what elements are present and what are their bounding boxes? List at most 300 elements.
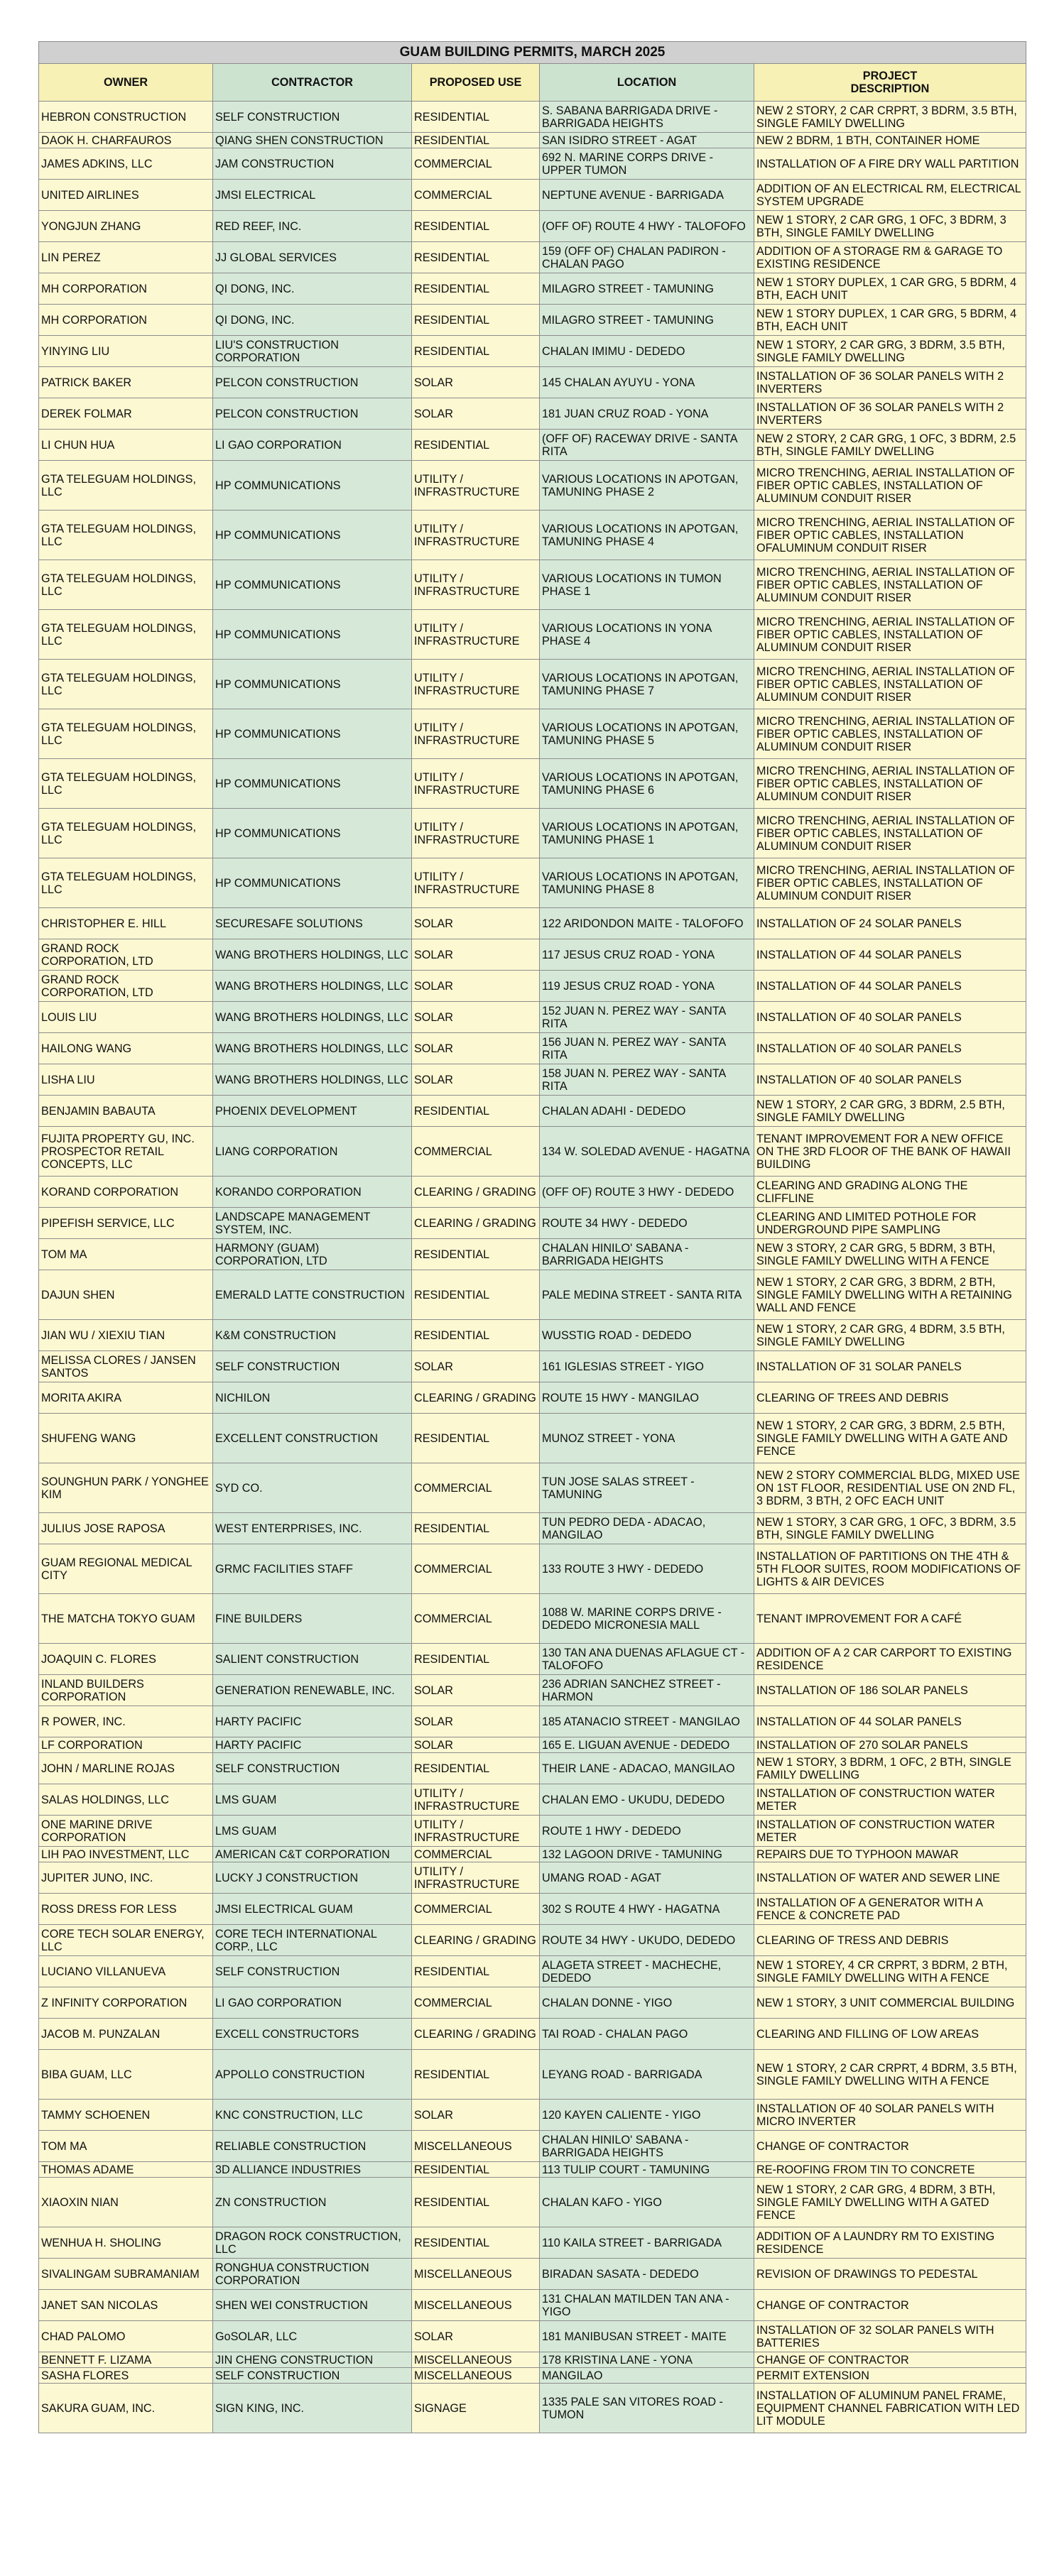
cell-location: 113 TULIP COURT - TAMUNING bbox=[540, 2162, 754, 2178]
cell-location: 181 MANIBUSAN STREET - MAITE bbox=[540, 2321, 754, 2352]
cell-proposed-use: RESIDENTIAL bbox=[412, 211, 540, 242]
table-row bbox=[39, 1351, 1026, 1382]
cell-contractor: LIANG CORPORATION bbox=[213, 1127, 412, 1177]
cell-contractor: ZN CONSTRUCTION bbox=[213, 2178, 412, 2227]
cell-proposed-use: UTILITY / INFRASTRUCTURE bbox=[412, 1862, 540, 1894]
cell-proposed-use: COMMERCIAL bbox=[412, 180, 540, 211]
table-row bbox=[39, 211, 1026, 242]
cell-location: CHALAN ADAHI - DEDEDO bbox=[540, 1096, 754, 1127]
cell-proposed-use: RESIDENTIAL bbox=[412, 1513, 540, 1544]
cell-proposed-use: UTILITY / INFRASTRUCTURE bbox=[412, 1816, 540, 1847]
cell-proposed-use: RESIDENTIAL bbox=[412, 2178, 540, 2227]
cell-contractor: JAM CONSTRUCTION bbox=[213, 148, 412, 180]
cell-project-description: REVISION OF DRAWINGS TO PEDESTAL bbox=[754, 2259, 1026, 2290]
cell-location: 692 N. MARINE CORPS DRIVE - UPPER TUMON bbox=[540, 148, 754, 180]
cell-owner: LI CHUN HUA bbox=[39, 430, 213, 461]
cell-project-description: INSTALLATION OF PARTITIONS ON THE 4TH & 5TH FLOOR SUITES, ROOM MODIFICATIONS OF LIGHTS & AIR DEVICES bbox=[754, 1544, 1026, 1594]
cell-contractor: HP COMMUNICATIONS bbox=[213, 461, 412, 511]
cell-contractor: HARTY PACIFIC bbox=[213, 1737, 412, 1753]
cell-project-description: INSTALLATION OF CONSTRUCTION WATER METER bbox=[754, 1784, 1026, 1816]
table-row bbox=[39, 610, 1026, 660]
cell-owner: BIBA GUAM, LLC bbox=[39, 2050, 213, 2100]
cell-location: MILAGRO STREET - TAMUNING bbox=[540, 273, 754, 305]
cell-project-description: INSTALLATION OF 31 SOLAR PANELS bbox=[754, 1351, 1026, 1382]
cell-proposed-use: COMMERCIAL bbox=[412, 1463, 540, 1513]
cell-location: WUSSTIG ROAD - DEDEDO bbox=[540, 1320, 754, 1351]
cell-owner: JOAQUIN C. FLORES bbox=[39, 1644, 213, 1675]
cell-project-description: INSTALLATION OF A GENERATOR WITH A FENCE & CONCRETE PAD bbox=[754, 1894, 1026, 1925]
cell-contractor: LIU'S CONSTRUCTION CORPORATION bbox=[213, 336, 412, 367]
cell-owner: CHRISTOPHER E. HILL bbox=[39, 908, 213, 939]
cell-project-description: NEW 1 STORY, 2 CAR GRG, 3 BDRM, 2.5 BTH, SINGLE FAMILY DWELLING WITH A GATE AND FENCE bbox=[754, 1414, 1026, 1463]
cell-contractor: RED REEF, INC. bbox=[213, 211, 412, 242]
cell-proposed-use: COMMERCIAL bbox=[412, 1987, 540, 2019]
cell-contractor: KNC CONSTRUCTION, LLC bbox=[213, 2100, 412, 2131]
cell-project-description: MICRO TRENCHING, AERIAL INSTALLATION OF FIBER OPTIC CABLES, INSTALLATION OFALUMINUM CONDUIT RISER bbox=[754, 511, 1026, 560]
cell-location: ROUTE 1 HWY - DEDEDO bbox=[540, 1816, 754, 1847]
cell-location: ROUTE 34 HWY - UKUDO, DEDEDO bbox=[540, 1925, 754, 1956]
cell-proposed-use: RESIDENTIAL bbox=[412, 305, 540, 336]
cell-owner: THE MATCHA TOKYO GUAM bbox=[39, 1594, 213, 1644]
cell-location: VARIOUS LOCATIONS IN APOTGAN, TAMUNING PHASE 2 bbox=[540, 461, 754, 511]
table-row bbox=[39, 1513, 1026, 1544]
permits-table bbox=[38, 41, 1026, 2433]
table-row bbox=[39, 560, 1026, 610]
cell-owner: KORAND CORPORATION bbox=[39, 1177, 213, 1208]
table-row bbox=[39, 180, 1026, 211]
table-row bbox=[39, 1784, 1026, 1816]
cell-project-description: NEW 1 STORY, 3 CAR GRG, 1 OFC, 3 BDRM, 3.5 BTH, SINGLE FAMILY DWELLING bbox=[754, 1513, 1026, 1544]
cell-proposed-use: UTILITY / INFRASTRUCTURE bbox=[412, 709, 540, 759]
cell-project-description: NEW 1 STORY DUPLEX, 1 CAR GRG, 5 BDRM, 4 BTH, EACH UNIT bbox=[754, 273, 1026, 305]
cell-location: UMANG ROAD - AGAT bbox=[540, 1862, 754, 1894]
cell-project-description: INSTALLATION OF 186 SOLAR PANELS bbox=[754, 1675, 1026, 1706]
cell-contractor: NICHILON bbox=[213, 1382, 412, 1414]
cell-proposed-use: UTILITY / INFRASTRUCTURE bbox=[412, 660, 540, 709]
cell-owner: JULIUS JOSE RAPOSA bbox=[39, 1513, 213, 1544]
cell-location: MILAGRO STREET - TAMUNING bbox=[540, 305, 754, 336]
cell-contractor: GRMC FACILITIES STAFF bbox=[213, 1544, 412, 1594]
cell-contractor: GoSOLAR, LLC bbox=[213, 2321, 412, 2352]
cell-contractor: SHEN WEI CONSTRUCTION bbox=[213, 2290, 412, 2321]
cell-project-description: NEW 1 STORY, 2 CAR GRG, 3 BDRM, 2 BTH, SINGLE FAMILY DWELLING WITH A RETAINING WALL AND FENCE bbox=[754, 1270, 1026, 1320]
cell-location: 178 KRISTINA LANE - YONA bbox=[540, 2352, 754, 2368]
table-row bbox=[39, 148, 1026, 180]
permits-sheet bbox=[38, 41, 1026, 2433]
cell-proposed-use: CLEARING / GRADING bbox=[412, 1208, 540, 1239]
table-row bbox=[39, 1239, 1026, 1270]
cell-contractor: SIGN KING, INC. bbox=[213, 2384, 412, 2433]
table-row bbox=[39, 2259, 1026, 2290]
cell-location: (OFF OF) RACEWAY DRIVE - SANTA RITA bbox=[540, 430, 754, 461]
cell-project-description: NEW 2 STORY COMMERCIAL BLDG, MIXED USE ON 1ST FLOOR, RESIDENTIAL USE ON 2ND FL, 3 BDRM, 3 BTH, 2 OFC EACH UNIT bbox=[754, 1463, 1026, 1513]
cell-contractor: GENERATION RENEWABLE, INC. bbox=[213, 1675, 412, 1706]
cell-location: 120 KAYEN CALIENTE - YIGO bbox=[540, 2100, 754, 2131]
cell-proposed-use: UTILITY / INFRASTRUCTURE bbox=[412, 759, 540, 809]
cell-project-description: MICRO TRENCHING, AERIAL INSTALLATION OF FIBER OPTIC CABLES, INSTALLATION OF ALUMINUM CONDUIT RISER bbox=[754, 858, 1026, 908]
cell-project-description: MICRO TRENCHING, AERIAL INSTALLATION OF FIBER OPTIC CABLES, INSTALLATION OF ALUMINUM CONDUIT RISER bbox=[754, 461, 1026, 511]
table-row bbox=[39, 1956, 1026, 1987]
cell-owner: PATRICK BAKER bbox=[39, 367, 213, 398]
cell-contractor: HARMONY (GUAM) CORPORATION, LTD bbox=[213, 1239, 412, 1270]
cell-owner: SAKURA GUAM, INC. bbox=[39, 2384, 213, 2433]
cell-contractor: LMS GUAM bbox=[213, 1816, 412, 1847]
table-row bbox=[39, 1753, 1026, 1784]
cell-location: 134 W. SOLEDAD AVENUE - HAGATNA bbox=[540, 1127, 754, 1177]
table-row bbox=[39, 1847, 1026, 1862]
cell-owner: SIVALINGAM SUBRAMANIAM bbox=[39, 2259, 213, 2290]
cell-location: VARIOUS LOCATIONS IN TUMON PHASE 1 bbox=[540, 560, 754, 610]
cell-project-description: INSTALLATION OF 40 SOLAR PANELS bbox=[754, 1002, 1026, 1033]
cell-contractor: APPOLLO CONSTRUCTION bbox=[213, 2050, 412, 2100]
cell-project-description: PERMIT EXTENSION bbox=[754, 2368, 1026, 2384]
cell-owner: XIAOXIN NIAN bbox=[39, 2178, 213, 2227]
cell-project-description: INSTALLATION OF 44 SOLAR PANELS bbox=[754, 939, 1026, 971]
cell-location: 1088 W. MARINE CORPS DRIVE - DEDEDO MICRONESIA MALL bbox=[540, 1594, 754, 1644]
cell-project-description: INSTALLATION OF 24 SOLAR PANELS bbox=[754, 908, 1026, 939]
cell-contractor: HP COMMUNICATIONS bbox=[213, 660, 412, 709]
cell-contractor: HP COMMUNICATIONS bbox=[213, 560, 412, 610]
cell-proposed-use: RESIDENTIAL bbox=[412, 273, 540, 305]
table-row bbox=[39, 2162, 1026, 2178]
cell-proposed-use: SOLAR bbox=[412, 1033, 540, 1064]
table-row bbox=[39, 759, 1026, 809]
cell-proposed-use: CLEARING / GRADING bbox=[412, 1925, 540, 1956]
cell-proposed-use: UTILITY / INFRASTRUCTURE bbox=[412, 1784, 540, 1816]
cell-contractor: QI DONG, INC. bbox=[213, 305, 412, 336]
cell-location: 152 JUAN N. PEREZ WAY - SANTA RITA bbox=[540, 1002, 754, 1033]
table-row bbox=[39, 2368, 1026, 2384]
cell-owner: INLAND BUILDERS CORPORATION bbox=[39, 1675, 213, 1706]
cell-proposed-use: UTILITY / INFRASTRUCTURE bbox=[412, 511, 540, 560]
table-row bbox=[39, 2131, 1026, 2162]
cell-project-description: MICRO TRENCHING, AERIAL INSTALLATION OF FIBER OPTIC CABLES, INSTALLATION OF ALUMINUM CONDUIT RISER bbox=[754, 709, 1026, 759]
cell-proposed-use: RESIDENTIAL bbox=[412, 1096, 540, 1127]
cell-contractor: AMERICAN C&T CORPORATION bbox=[213, 1847, 412, 1862]
cell-location: NEPTUNE AVENUE - BARRIGADA bbox=[540, 180, 754, 211]
cell-contractor: SELF CONSTRUCTION bbox=[213, 102, 412, 133]
cell-project-description: NEW 1 STORY, 2 CAR GRG, 3 BDRM, 3.5 BTH, SINGLE FAMILY DWELLING bbox=[754, 336, 1026, 367]
table-row bbox=[39, 1002, 1026, 1033]
table-row bbox=[39, 1987, 1026, 2019]
cell-owner: GTA TELEGUAM HOLDINGS, LLC bbox=[39, 610, 213, 660]
cell-project-description: MICRO TRENCHING, AERIAL INSTALLATION OF FIBER OPTIC CABLES, INSTALLATION OF ALUMINUM CONDUIT RISER bbox=[754, 660, 1026, 709]
cell-owner: UNITED AIRLINES bbox=[39, 180, 213, 211]
table-row bbox=[39, 242, 1026, 273]
table-row bbox=[39, 367, 1026, 398]
cell-contractor: PHOENIX DEVELOPMENT bbox=[213, 1096, 412, 1127]
cell-contractor: RELIABLE CONSTRUCTION bbox=[213, 2131, 412, 2162]
table-row bbox=[39, 102, 1026, 133]
cell-proposed-use: RESIDENTIAL bbox=[412, 430, 540, 461]
cell-contractor: HP COMMUNICATIONS bbox=[213, 511, 412, 560]
cell-proposed-use: SIGNAGE bbox=[412, 2384, 540, 2433]
cell-project-description: NEW 1 STORY, 3 UNIT COMMERCIAL BUILDING bbox=[754, 1987, 1026, 2019]
cell-contractor: LANDSCAPE MANAGEMENT SYSTEM, INC. bbox=[213, 1208, 412, 1239]
cell-proposed-use: RESIDENTIAL bbox=[412, 1270, 540, 1320]
table-row bbox=[39, 430, 1026, 461]
cell-project-description: NEW 1 STORY, 2 CAR GRG, 1 OFC, 3 BDRM, 3 BTH, SINGLE FAMILY DWELLING bbox=[754, 211, 1026, 242]
cell-contractor: LI GAO CORPORATION bbox=[213, 430, 412, 461]
cell-proposed-use: SOLAR bbox=[412, 2100, 540, 2131]
cell-proposed-use: RESIDENTIAL bbox=[412, 1414, 540, 1463]
cell-owner: GTA TELEGUAM HOLDINGS, LLC bbox=[39, 461, 213, 511]
cell-location: PALE MEDINA STREET - SANTA RITA bbox=[540, 1270, 754, 1320]
cell-contractor: K&M CONSTRUCTION bbox=[213, 1320, 412, 1351]
table-row bbox=[39, 1894, 1026, 1925]
table-row bbox=[39, 1382, 1026, 1414]
cell-owner: ROSS DRESS FOR LESS bbox=[39, 1894, 213, 1925]
cell-contractor: JMSI ELECTRICAL GUAM bbox=[213, 1894, 412, 1925]
cell-proposed-use: SOLAR bbox=[412, 971, 540, 1002]
cell-location: VARIOUS LOCATIONS IN APOTGAN, TAMUNING PHASE 8 bbox=[540, 858, 754, 908]
cell-proposed-use: SOLAR bbox=[412, 398, 540, 430]
cell-project-description: REPAIRS DUE TO TYPHOON MAWAR bbox=[754, 1847, 1026, 1862]
cell-owner: JOHN / MARLINE ROJAS bbox=[39, 1753, 213, 1784]
cell-owner: HEBRON CONSTRUCTION bbox=[39, 102, 213, 133]
table-row bbox=[39, 1816, 1026, 1847]
table-row bbox=[39, 1706, 1026, 1737]
cell-project-description: INSTALLATION OF WATER AND SEWER LINE bbox=[754, 1862, 1026, 1894]
cell-contractor: HP COMMUNICATIONS bbox=[213, 610, 412, 660]
cell-proposed-use: CLEARING / GRADING bbox=[412, 1382, 540, 1414]
cell-location: 132 LAGOON DRIVE - TAMUNING bbox=[540, 1847, 754, 1862]
table-row bbox=[39, 2384, 1026, 2433]
cell-proposed-use: COMMERCIAL bbox=[412, 1544, 540, 1594]
cell-owner: ONE MARINE DRIVE CORPORATION bbox=[39, 1816, 213, 1847]
cell-contractor: HP COMMUNICATIONS bbox=[213, 809, 412, 858]
table-row bbox=[39, 1414, 1026, 1463]
cell-owner: TOM MA bbox=[39, 2131, 213, 2162]
cell-location: 236 ADRIAN SANCHEZ STREET - HARMON bbox=[540, 1675, 754, 1706]
cell-location: SAN ISIDRO STREET - AGAT bbox=[540, 133, 754, 148]
cell-proposed-use: COMMERCIAL bbox=[412, 1127, 540, 1177]
cell-location: (OFF OF) ROUTE 4 HWY - TALOFOFO bbox=[540, 211, 754, 242]
cell-owner: BENJAMIN BABAUTA bbox=[39, 1096, 213, 1127]
cell-owner: GTA TELEGUAM HOLDINGS, LLC bbox=[39, 511, 213, 560]
cell-project-description: INSTALLATION OF 36 SOLAR PANELS WITH 2 INVERTERS bbox=[754, 398, 1026, 430]
cell-contractor: LUCKY J CONSTRUCTION bbox=[213, 1862, 412, 1894]
table-row bbox=[39, 2019, 1026, 2050]
cell-location: 159 (OFF OF) CHALAN PADIRON - CHALAN PAGO bbox=[540, 242, 754, 273]
cell-location: ROUTE 15 HWY - MANGILAO bbox=[540, 1382, 754, 1414]
cell-owner: GTA TELEGUAM HOLDINGS, LLC bbox=[39, 709, 213, 759]
cell-project-description: NEW 3 STORY, 2 CAR GRG, 5 BDRM, 3 BTH, SINGLE FAMILY DWELLING WITH A FENCE bbox=[754, 1239, 1026, 1270]
cell-contractor: SYD CO. bbox=[213, 1463, 412, 1513]
cell-project-description: MICRO TRENCHING, AERIAL INSTALLATION OF FIBER OPTIC CABLES, INSTALLATION OF ALUMINUM CONDUIT RISER bbox=[754, 560, 1026, 610]
table-row bbox=[39, 2178, 1026, 2227]
table-row bbox=[39, 2290, 1026, 2321]
cell-location: 122 ARIDONDON MAITE - TALOFOFO bbox=[540, 908, 754, 939]
cell-owner: LIN PEREZ bbox=[39, 242, 213, 273]
cell-proposed-use: RESIDENTIAL bbox=[412, 2050, 540, 2100]
cell-contractor: QI DONG, INC. bbox=[213, 273, 412, 305]
cell-contractor: WANG BROTHERS HOLDINGS, LLC bbox=[213, 939, 412, 971]
cell-owner: HAILONG WANG bbox=[39, 1033, 213, 1064]
cell-owner: YINYING LIU bbox=[39, 336, 213, 367]
table-row bbox=[39, 1096, 1026, 1127]
header-row bbox=[39, 64, 1026, 102]
cell-contractor: EXCELL CONSTRUCTORS bbox=[213, 2019, 412, 2050]
cell-project-description: ADDITION OF A LAUNDRY RM TO EXISTING RESIDENCE bbox=[754, 2227, 1026, 2259]
cell-location: VARIOUS LOCATIONS IN YONA PHASE 4 bbox=[540, 610, 754, 660]
cell-owner: TAMMY SCHOENEN bbox=[39, 2100, 213, 2131]
cell-owner: WENHUA H. SHOLING bbox=[39, 2227, 213, 2259]
cell-owner: MH CORPORATION bbox=[39, 305, 213, 336]
cell-project-description: NEW 1 STORY, 2 CAR CRPRT, 4 BDRM, 3.5 BTH, SINGLE FAMILY DWELLING WITH A FENCE bbox=[754, 2050, 1026, 2100]
cell-project-description: NEW 1 STORY, 2 CAR GRG, 4 BDRM, 3 BTH, SINGLE FAMILY DWELLING WITH A GATED FENCE bbox=[754, 2178, 1026, 2227]
cell-proposed-use: RESIDENTIAL bbox=[412, 1239, 540, 1270]
cell-owner: SOUNGHUN PARK / YONGHEE KIM bbox=[39, 1463, 213, 1513]
cell-owner: SASHA FLORES bbox=[39, 2368, 213, 2384]
cell-proposed-use: SOLAR bbox=[412, 367, 540, 398]
cell-contractor: SECURESAFE SOLUTIONS bbox=[213, 908, 412, 939]
cell-owner: DAOK H. CHARFAUROS bbox=[39, 133, 213, 148]
cell-owner: DEREK FOLMAR bbox=[39, 398, 213, 430]
cell-proposed-use: UTILITY / INFRASTRUCTURE bbox=[412, 610, 540, 660]
table-row bbox=[39, 1270, 1026, 1320]
cell-contractor: LI GAO CORPORATION bbox=[213, 1987, 412, 2019]
cell-owner: GTA TELEGUAM HOLDINGS, LLC bbox=[39, 560, 213, 610]
table-row bbox=[39, 660, 1026, 709]
cell-location: VARIOUS LOCATIONS IN APOTGAN, TAMUNING PHASE 4 bbox=[540, 511, 754, 560]
header-owner: OWNER bbox=[39, 64, 213, 102]
table-row bbox=[39, 2227, 1026, 2259]
cell-project-description: CLEARING OF TREES AND DEBRIS bbox=[754, 1382, 1026, 1414]
table-row bbox=[39, 1127, 1026, 1177]
cell-contractor: KORANDO CORPORATION bbox=[213, 1177, 412, 1208]
cell-contractor: WANG BROTHERS HOLDINGS, LLC bbox=[213, 1064, 412, 1096]
cell-location: CHALAN HINILO' SABANA - BARRIGADA HEIGHTS bbox=[540, 1239, 754, 1270]
table-row bbox=[39, 273, 1026, 305]
cell-location: (OFF OF) ROUTE 3 HWY - DEDEDO bbox=[540, 1177, 754, 1208]
cell-owner: YONGJUN ZHANG bbox=[39, 211, 213, 242]
cell-proposed-use: COMMERCIAL bbox=[412, 148, 540, 180]
table-row bbox=[39, 1594, 1026, 1644]
cell-owner: GUAM REGIONAL MEDICAL CITY bbox=[39, 1544, 213, 1594]
cell-proposed-use: MISCELLANEOUS bbox=[412, 2368, 540, 2384]
cell-project-description: NEW 1 STORY DUPLEX, 1 CAR GRG, 5 BDRM, 4 BTH, EACH UNIT bbox=[754, 305, 1026, 336]
cell-contractor: EXCELLENT CONSTRUCTION bbox=[213, 1414, 412, 1463]
table-row bbox=[39, 1862, 1026, 1894]
cell-proposed-use: CLEARING / GRADING bbox=[412, 2019, 540, 2050]
cell-location: MUNOZ STREET - YONA bbox=[540, 1414, 754, 1463]
table-row bbox=[39, 398, 1026, 430]
cell-project-description: INSTALLATION OF 270 SOLAR PANELS bbox=[754, 1737, 1026, 1753]
cell-location: 156 JUAN N. PEREZ WAY - SANTA RITA bbox=[540, 1033, 754, 1064]
cell-proposed-use: SOLAR bbox=[412, 2321, 540, 2352]
cell-contractor: SALIENT CONSTRUCTION bbox=[213, 1644, 412, 1675]
cell-owner: JANET SAN NICOLAS bbox=[39, 2290, 213, 2321]
cell-proposed-use: UTILITY / INFRASTRUCTURE bbox=[412, 809, 540, 858]
cell-location: 185 ATANACIO STREET - MANGILAO bbox=[540, 1706, 754, 1737]
cell-owner: R POWER, INC. bbox=[39, 1706, 213, 1737]
table-row bbox=[39, 858, 1026, 908]
cell-location: TUN JOSE SALAS STREET - TAMUNING bbox=[540, 1463, 754, 1513]
cell-location: VARIOUS LOCATIONS IN APOTGAN, TAMUNING PHASE 5 bbox=[540, 709, 754, 759]
cell-project-description: CHANGE OF CONTRACTOR bbox=[754, 2131, 1026, 2162]
cell-owner: GTA TELEGUAM HOLDINGS, LLC bbox=[39, 809, 213, 858]
cell-project-description: INSTALLATION OF 32 SOLAR PANELS WITH BATTERIES bbox=[754, 2321, 1026, 2352]
cell-project-description: INSTALLATION OF 40 SOLAR PANELS bbox=[754, 1033, 1026, 1064]
cell-location: 165 E. LIGUAN AVENUE - DEDEDO bbox=[540, 1737, 754, 1753]
cell-location: 1335 PALE SAN VITORES ROAD - TUMON bbox=[540, 2384, 754, 2433]
cell-project-description: CLEARING AND GRADING ALONG THE CLIFFLINE bbox=[754, 1177, 1026, 1208]
cell-owner: MORITA AKIRA bbox=[39, 1382, 213, 1414]
cell-proposed-use: RESIDENTIAL bbox=[412, 1753, 540, 1784]
cell-contractor: 3D ALLIANCE INDUSTRIES bbox=[213, 2162, 412, 2178]
cell-location: VARIOUS LOCATIONS IN APOTGAN, TAMUNING PHASE 7 bbox=[540, 660, 754, 709]
cell-location: CHALAN EMO - UKUDU, DEDEDO bbox=[540, 1784, 754, 1816]
cell-contractor: QIANG SHEN CONSTRUCTION bbox=[213, 133, 412, 148]
cell-location: 133 ROUTE 3 HWY - DEDEDO bbox=[540, 1544, 754, 1594]
cell-proposed-use: RESIDENTIAL bbox=[412, 1320, 540, 1351]
table-row bbox=[39, 971, 1026, 1002]
cell-proposed-use: UTILITY / INFRASTRUCTURE bbox=[412, 560, 540, 610]
cell-owner: JUPITER JUNO, INC. bbox=[39, 1862, 213, 1894]
cell-owner: TOM MA bbox=[39, 1239, 213, 1270]
cell-location: 158 JUAN N. PEREZ WAY - SANTA RITA bbox=[540, 1064, 754, 1096]
cell-proposed-use: RESIDENTIAL bbox=[412, 2227, 540, 2259]
cell-owner: BENNETT F. LIZAMA bbox=[39, 2352, 213, 2368]
cell-owner: FUJITA PROPERTY GU, INC. PROSPECTOR RETAIL CONCEPTS, LLC bbox=[39, 1127, 213, 1177]
table-row bbox=[39, 133, 1026, 148]
cell-location: 119 JESUS CRUZ ROAD - YONA bbox=[540, 971, 754, 1002]
cell-owner: MELISSA CLORES / JANSEN SANTOS bbox=[39, 1351, 213, 1382]
table-row bbox=[39, 1208, 1026, 1239]
cell-project-description: ADDITION OF A STORAGE RM & GARAGE TO EXISTING RESIDENCE bbox=[754, 242, 1026, 273]
table-row bbox=[39, 1644, 1026, 1675]
cell-location: 110 KAILA STREET - BARRIGADA bbox=[540, 2227, 754, 2259]
cell-contractor: WANG BROTHERS HOLDINGS, LLC bbox=[213, 1033, 412, 1064]
cell-contractor: SELF CONSTRUCTION bbox=[213, 2368, 412, 2384]
cell-project-description: TENANT IMPROVEMENT FOR A CAFÉ bbox=[754, 1594, 1026, 1644]
cell-proposed-use: SOLAR bbox=[412, 1002, 540, 1033]
table-row bbox=[39, 1463, 1026, 1513]
cell-proposed-use: SOLAR bbox=[412, 1675, 540, 1706]
cell-contractor: HP COMMUNICATIONS bbox=[213, 759, 412, 809]
cell-project-description: CHANGE OF CONTRACTOR bbox=[754, 2352, 1026, 2368]
cell-proposed-use: SOLAR bbox=[412, 1064, 540, 1096]
cell-location: 161 IGLESIAS STREET - YIGO bbox=[540, 1351, 754, 1382]
table-row bbox=[39, 1033, 1026, 1064]
cell-owner: Z INFINITY CORPORATION bbox=[39, 1987, 213, 2019]
cell-owner: PIPEFISH SERVICE, LLC bbox=[39, 1208, 213, 1239]
cell-owner: GTA TELEGUAM HOLDINGS, LLC bbox=[39, 759, 213, 809]
table-body bbox=[39, 102, 1026, 2433]
cell-owner: JIAN WU / XIEXIU TIAN bbox=[39, 1320, 213, 1351]
cell-project-description: NEW 1 STOREY, 4 CR CRPRT, 3 BDRM, 2 BTH, SINGLE FAMILY DWELLING WITH A FENCE bbox=[754, 1956, 1026, 1987]
cell-location: 117 JESUS CRUZ ROAD - YONA bbox=[540, 939, 754, 971]
cell-owner: GTA TELEGUAM HOLDINGS, LLC bbox=[39, 660, 213, 709]
cell-project-description: CLEARING OF TRESS AND DEBRIS bbox=[754, 1925, 1026, 1956]
cell-project-description: CLEARING AND FILLING OF LOW AREAS bbox=[754, 2019, 1026, 2050]
cell-contractor: PELCON CONSTRUCTION bbox=[213, 367, 412, 398]
table-row bbox=[39, 939, 1026, 971]
cell-project-description: INSTALLATION OF 40 SOLAR PANELS bbox=[754, 1064, 1026, 1096]
cell-contractor: JMSI ELECTRICAL bbox=[213, 180, 412, 211]
cell-owner: CHAD PALOMO bbox=[39, 2321, 213, 2352]
cell-location: MANGILAO bbox=[540, 2368, 754, 2384]
cell-project-description: INSTALLATION OF 44 SOLAR PANELS bbox=[754, 971, 1026, 1002]
cell-project-description: TENANT IMPROVEMENT FOR A NEW OFFICE ON THE 3RD FLOOR OF THE BANK OF HAWAII BUILDING bbox=[754, 1127, 1026, 1177]
table-row bbox=[39, 1737, 1026, 1753]
cell-proposed-use: MISCELLANEOUS bbox=[412, 2290, 540, 2321]
cell-project-description: INSTALLATION OF A FIRE DRY WALL PARTITION bbox=[754, 148, 1026, 180]
table-row bbox=[39, 1064, 1026, 1096]
cell-project-description: CHANGE OF CONTRACTOR bbox=[754, 2290, 1026, 2321]
cell-project-description: NEW 1 STORY, 3 BDRM, 1 OFC, 2 BTH, SINGLE FAMILY DWELLING bbox=[754, 1753, 1026, 1784]
